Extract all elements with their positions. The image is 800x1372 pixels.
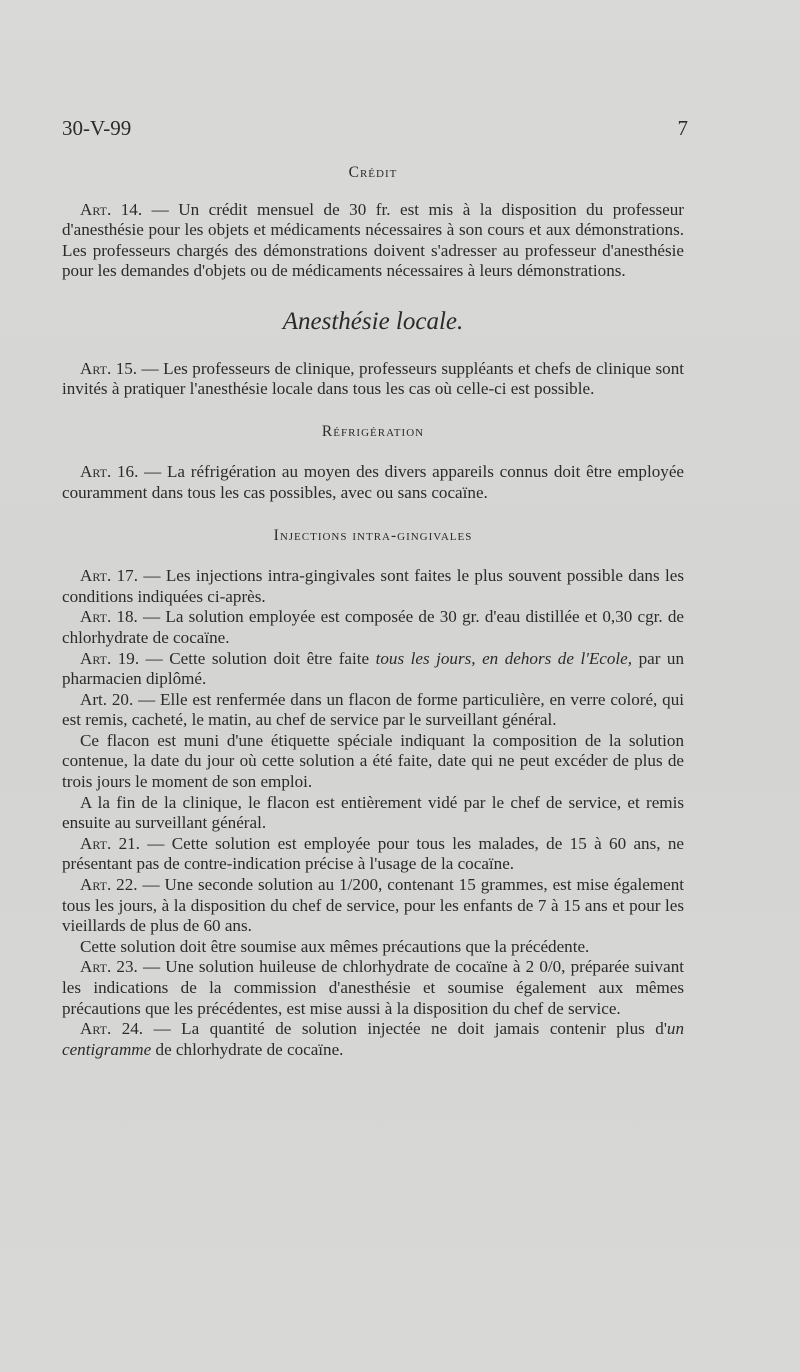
article-text: — Cette solution est employée pour tous les malades, de 15 à 60 ans, ne présentant pas de contre-indication précise à l'usage de la cocaïne. (62, 833, 684, 874)
paragraph-flacon: Ce flacon est muni d'une étiquette spéciale indiquant la composition de la solution contenue, la date du jour où cette solution a été faite, date qui ne peut excéder de plus de trois jours le moment de son emploi. (62, 730, 684, 792)
section-heading-anesthesie-locale: Anesthésie locale. (282, 307, 464, 335)
article-label: Art. 20. (80, 689, 134, 709)
article-16 (62, 462, 684, 503)
article-italic-text: tous les jours, en dehors de l'Ecole, (375, 648, 633, 668)
article-20 (62, 690, 684, 731)
article-label: Art. 22. (80, 875, 138, 895)
paragraph-precautions: Cette solution doit être soumise aux mêmes précautions que la précédente. (80, 936, 590, 956)
article-italic-text: un centigramme (62, 1019, 685, 1059)
article-text: — Un crédit mensuel de 30 fr. est mis à la disposition du professeur d'anesthésie pour les objets et médicaments nécessaires à son cours et aux démonstrations. Les professeurs chargés des démonstrations doivent s'adresser au professeur d'anesthésie pour les demandes d'objets ou de médicaments nécessaires à leurs démonstrations. (62, 199, 684, 281)
article-text-end: de chlorhydrate de cocaïne. (151, 1039, 344, 1059)
article-17 (62, 566, 684, 607)
article-text: — La quantité de solution injectée ne doit jamais contenir plus d' (143, 1019, 667, 1039)
paragraph-fin-clinique: A la fin de la clinique, le flacon est entièrement vidé par le chef de service, et remis ensuite au surveillant général. (62, 792, 684, 833)
page-number: 7 (677, 116, 688, 140)
article-19 (62, 649, 684, 690)
article-text: — Une solution huileuse de chlorhydrate de cocaïne à 2 0/0, préparée suivant les indications de la commission d'anesthésie et soumise également aux mêmes précautions que les précédentes, est mise aussi à la disposition du chef de service. (62, 957, 684, 1018)
article-label: Art. 24. (80, 1019, 144, 1039)
article-22 (62, 875, 684, 937)
section-heading-credit: Crédit (348, 164, 398, 181)
section-heading-refrigeration: Réfrigération (321, 422, 425, 440)
article-14 (62, 200, 684, 282)
article-text: — Les injections intra-gingivales sont faites le plus souvent possible dans les conditions indiquées ci-après. (62, 566, 684, 606)
article-label: Art. 16. (80, 462, 139, 482)
article-15 (62, 359, 684, 400)
article-label: Art. 17. (80, 566, 138, 586)
article-label: Art. 23. (80, 957, 138, 977)
article-label: Art. 21. (80, 833, 140, 853)
article-text: — La solution employée est composée de 30 gr. d'eau distillée et 0,30 cgr. de chlorhydrate de cocaïne. (62, 607, 684, 647)
article-23 (62, 957, 684, 1019)
article-label: Art. 14. (80, 199, 143, 219)
article-text: — La réfrigération au moyen des divers appareils connus doit être employée couramment dans tous les cas possibles, avec ou sans cocaïne. (62, 462, 684, 502)
article-text: — Elle est renfermée dans un flacon de forme particulière, en verre coloré, qui est remis, cacheté, le matin, au chef de service par le surveillant général. (62, 689, 685, 730)
body-text (62, 163, 684, 1060)
article-text-end: par un pharmacien diplômé. (62, 648, 685, 689)
article-label: Art. 15. (80, 358, 138, 378)
article-label: Art. 19. (80, 648, 140, 668)
article-18 (62, 607, 684, 648)
article-text: — Les professeurs de clinique, professeurs suppléants et chefs de clinique sont invités à pratiquer l'anesthésie locale dans tous les cas où celle-ci est possible. (62, 358, 684, 399)
article-label: Art. 18. (80, 607, 138, 627)
article-text: — Une seconde solution au 1/200, contenant 15 grammes, est mise également tous les jours, à la disposition du chef de service, pour les enfants de 7 à 15 ans et pour les vieillards de plus de 60 ans. (62, 875, 685, 936)
section-heading-injections: Injections intra-gingivales (273, 526, 473, 544)
header-date: 30-V-99 (62, 116, 132, 140)
article-21 (62, 834, 684, 875)
article-24 (62, 1019, 684, 1060)
article-text: — Cette solution doit être faite (139, 648, 376, 668)
